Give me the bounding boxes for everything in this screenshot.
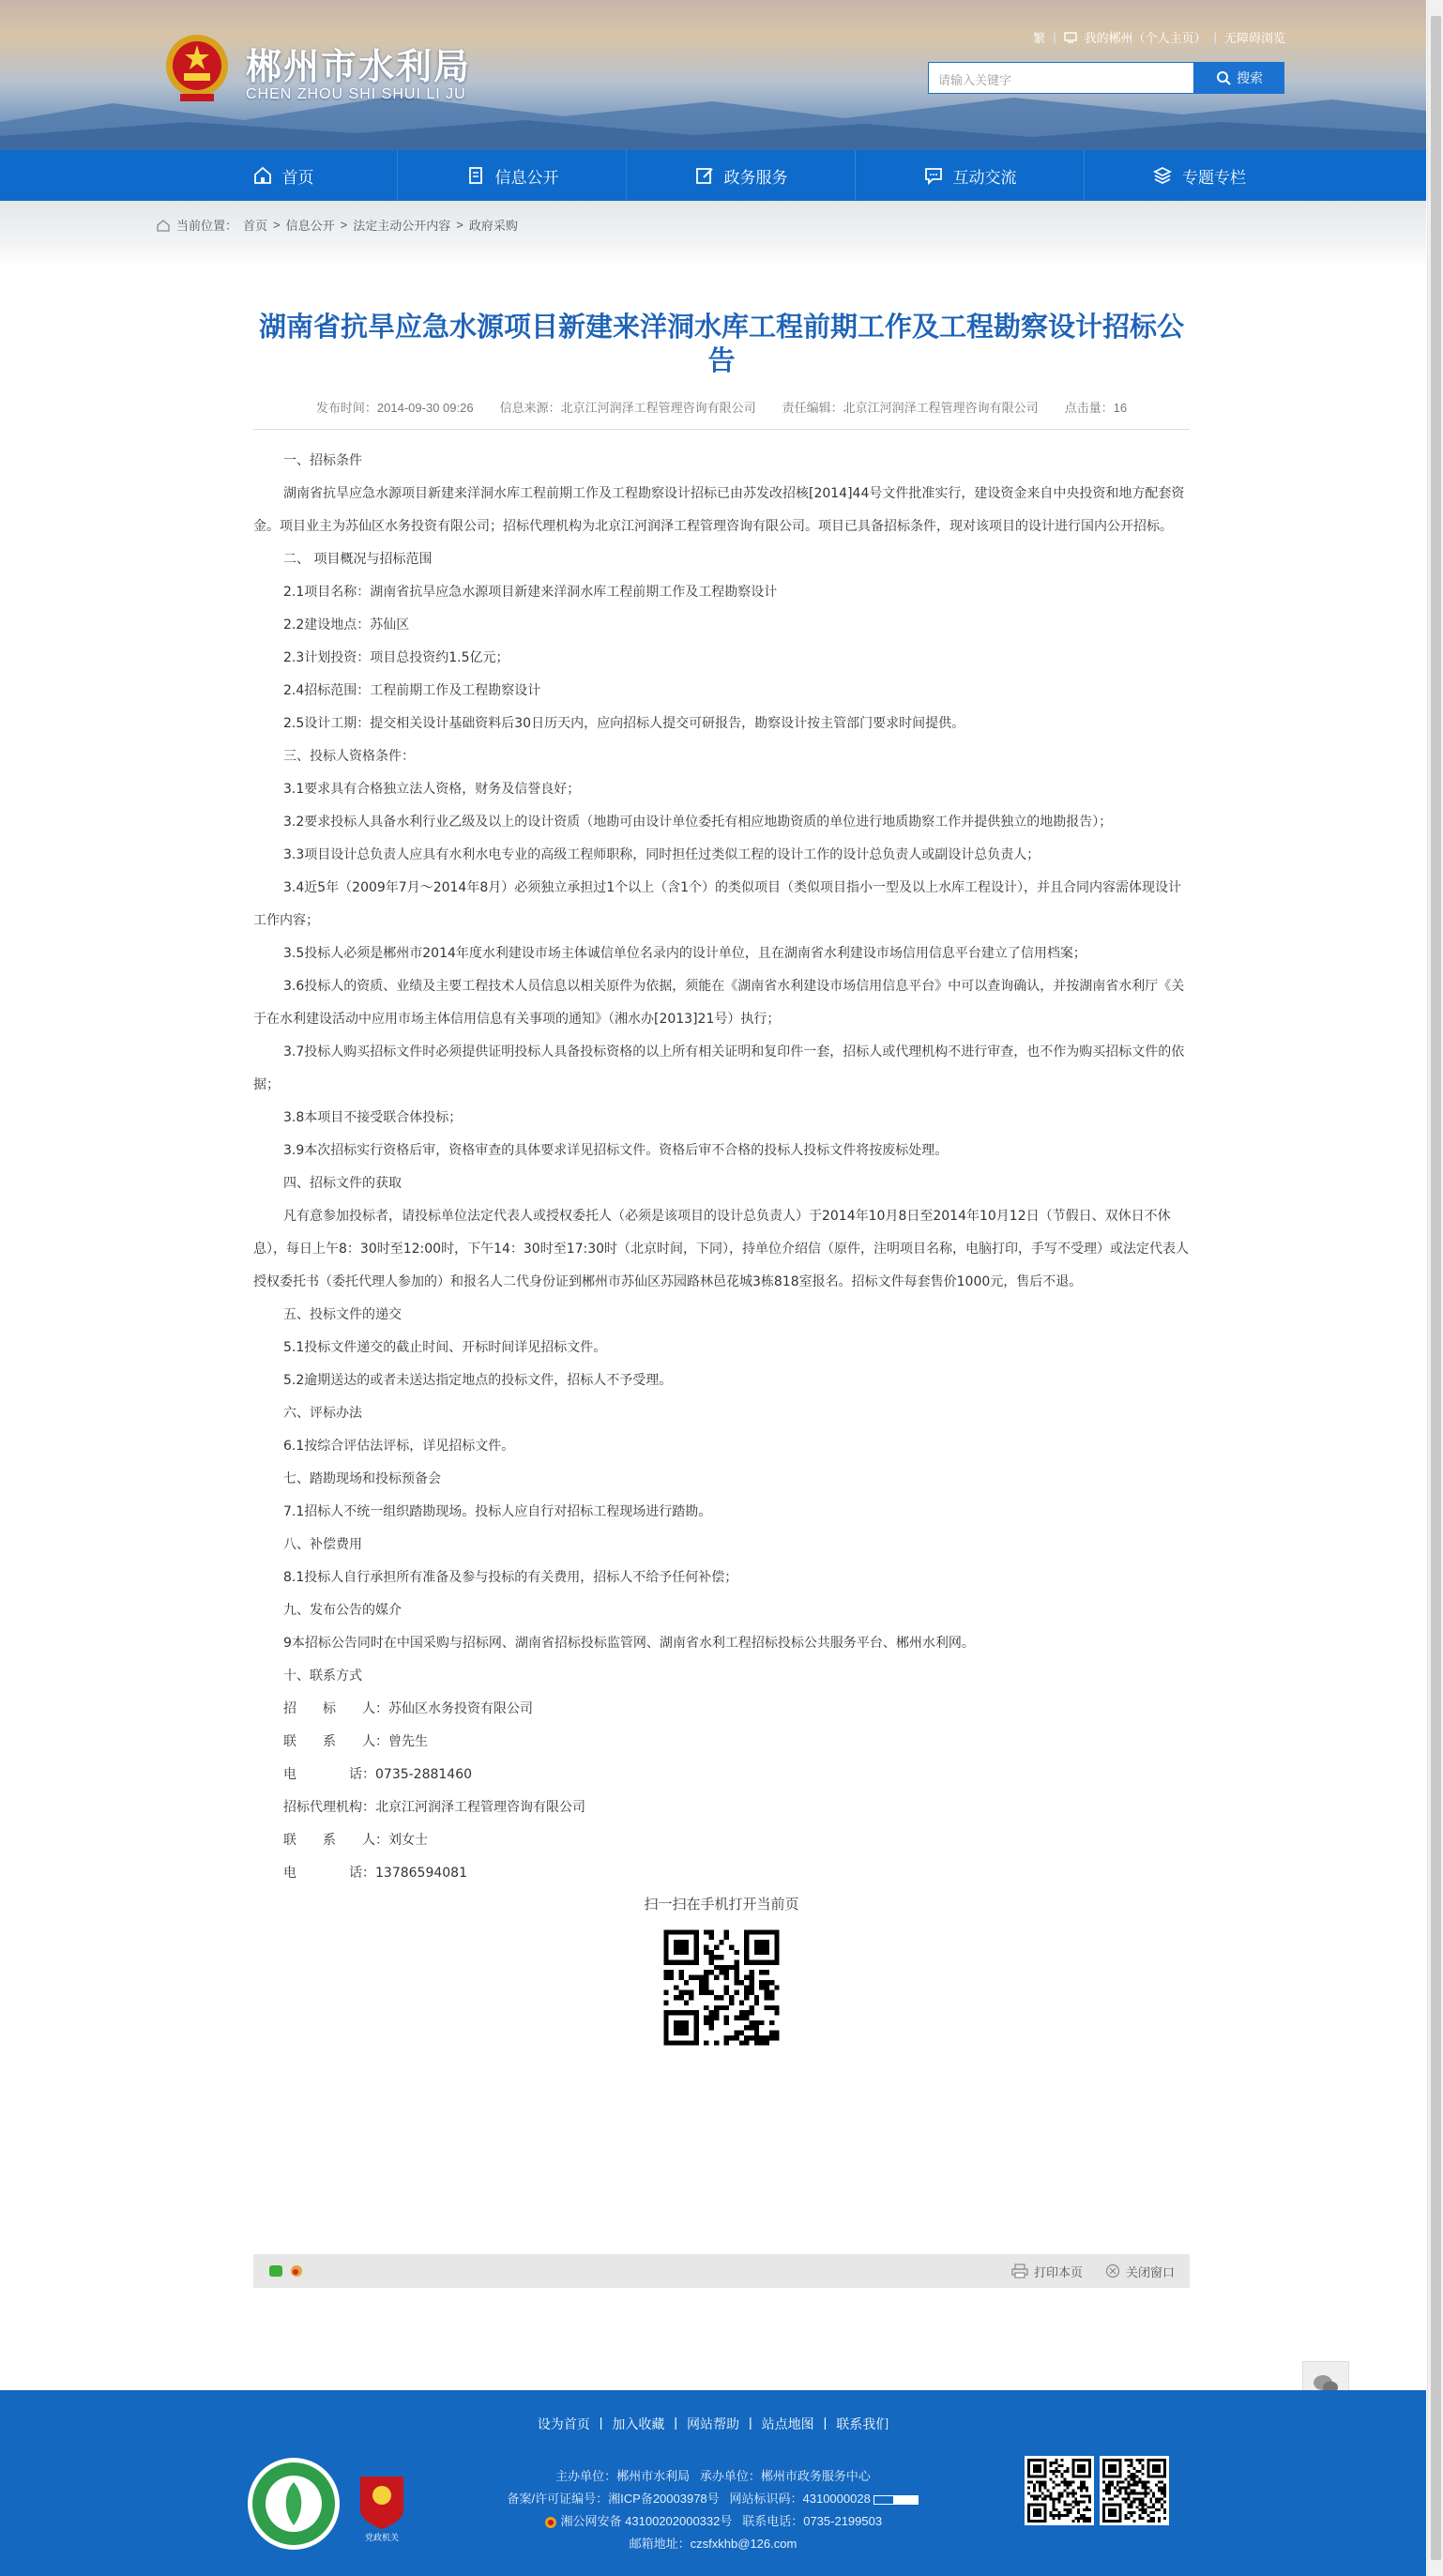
nav-special-topics-label: 专题专栏 xyxy=(1182,168,1246,187)
article-paragraph: 联 系 人：刘女士 xyxy=(283,1833,428,1848)
footer-link-help[interactable]: 网站帮助 xyxy=(687,2416,739,2431)
article-paragraph: 8.1投标人自行承担所有准备及参与投标的有关费用，招标人不给予任何补偿； xyxy=(283,1570,738,1585)
footer-link-sitemap[interactable]: 站点地图 xyxy=(761,2416,814,2431)
article-paragraph: 招标代理机构：北京江河润泽工程管理咨询有限公司 xyxy=(283,1800,585,1815)
nav-home[interactable] xyxy=(169,150,398,201)
breadcrumb-item-statutory[interactable]: 法定主动公开内容 xyxy=(353,219,451,233)
party-gov-badge-text: 党政机关 xyxy=(364,2533,399,2542)
article xyxy=(253,310,1190,2050)
nav-interaction-label: 互动交流 xyxy=(952,168,1017,187)
article-paragraph: 3.6投标人的资质、业绩及主要工程技术人员信息以相关原件为依据，须能在《湖南省水利建设市场信用信息平台》中可以查询确认，并按湖南省水利厅《关于在水利建设活动中应用市场主体信用信息有关事项的通知》（湘水办[2013]21号）执行； xyxy=(253,979,1185,1027)
close-icon xyxy=(1105,2264,1120,2279)
qr-wrap xyxy=(253,1925,1190,2050)
nav-interaction[interactable] xyxy=(856,150,1085,201)
print-label: 打印本页 xyxy=(1033,2264,1083,2279)
nav-gov-service-label: 政务服务 xyxy=(723,168,788,187)
site-header xyxy=(0,0,1426,150)
nav-gov-service[interactable] xyxy=(627,150,856,201)
nav-info-public-label: 信息公开 xyxy=(494,168,559,187)
qr-caption: 扫一扫在手机打开当前页 xyxy=(644,1897,799,1913)
article-paragraph: 六、评标办法 xyxy=(283,1406,362,1421)
monitor-icon xyxy=(1064,32,1077,43)
article-paragraph: 十、联系方式 xyxy=(283,1669,362,1684)
site-title[interactable]: 郴州市水利局 xyxy=(246,46,472,87)
search-button-label: 搜索 xyxy=(1237,70,1263,85)
printer-icon xyxy=(1011,2264,1028,2279)
close-window-button[interactable] xyxy=(1105,2263,1175,2280)
article-paragraph: 5.2逾期送达的或者未送达指定地点的投标文件，招标人不予受理。 xyxy=(283,1373,673,1388)
layers-icon xyxy=(1152,165,1173,186)
article-paragraph: 3.4近5年（2009年7月～2014年8月）必须独立承担过1个以上（含1个）的类似项目（类似项目指小一型及以上水库工程设计），并且合同内容需体现设计工作内容； xyxy=(253,880,1182,928)
article-body xyxy=(253,445,1190,1890)
article-paragraph: 电 话：0735-2881460 xyxy=(283,1767,473,1782)
chat-icon xyxy=(923,165,944,186)
print-button[interactable] xyxy=(1011,2263,1083,2280)
meta-views: 点击量：16 xyxy=(1064,401,1128,415)
footer-icp[interactable]: 湘ICP备20003978号 xyxy=(608,2492,720,2506)
article-paragraph: 七、踏勘现场和投标预备会 xyxy=(283,1471,441,1486)
footer-info xyxy=(488,2465,938,2555)
footer-qr-code-2 xyxy=(1100,2456,1169,2525)
home-icon xyxy=(252,165,273,186)
footer-qr-code-1 xyxy=(1025,2456,1094,2525)
breadcrumb-band xyxy=(0,201,1426,267)
footer-phone: 联系电话：0735-2199503 xyxy=(742,2514,883,2528)
breadcrumb-prefix: 当前位置： xyxy=(176,219,238,233)
page-qr-code xyxy=(659,1925,784,2050)
article-paragraph: 2.2建设地点：苏仙区 xyxy=(283,617,410,633)
tools-bar xyxy=(253,2254,1190,2288)
search-button[interactable] xyxy=(1194,62,1284,94)
site-pinyin: CHEN ZHOU SHI SHUI LI JU xyxy=(246,86,466,102)
article-paragraph: 一、招标条件 xyxy=(283,453,362,468)
article-paragraph: 3.9本次招标实行资格后审，资格审查的具体要求详见招标文件。资格后审不合格的投标人投标文件将按废标处理。 xyxy=(283,1143,949,1158)
article-paragraph: 四、招标文件的获取 xyxy=(283,1176,402,1191)
footer-link-favorite[interactable]: 加入收藏 xyxy=(612,2416,665,2431)
close-window-label: 关闭窗口 xyxy=(1125,2264,1175,2279)
share-icons[interactable] xyxy=(268,2264,306,2279)
article-paragraph: 三、投标人资格条件： xyxy=(283,749,415,764)
footer-link-contact[interactable]: 联系我们 xyxy=(836,2416,889,2431)
footer-undertaker: 承办单位：郴州市政务服务中心 xyxy=(699,2469,871,2483)
article-paragraph: 3.8本项目不接受联合体投标； xyxy=(283,1110,463,1125)
article-paragraph: 电 话：13786594081 xyxy=(283,1866,467,1881)
article-paragraph: 3.5投标人必须是郴州市2014年度水利建设市场主体诚信单位名录内的设计单位，且在湖南省水利建设市场信用信息平台建立了信用档案； xyxy=(283,946,1086,961)
article-title: 湖南省抗旱应急水源项目新建来洋洞水库工程前期工作及工程勘察设计招标公告 xyxy=(258,311,1184,376)
footer-site-code: 网站标识码：4310000028 xyxy=(729,2492,871,2506)
article-paragraph: 二、 项目概况与招标范围 xyxy=(283,552,433,567)
accessibility-link[interactable]: 无障碍浏览 xyxy=(1223,31,1285,45)
article-paragraph: 3.2要求投标人具备水利行业乙级及以上的设计资质（地勘可由设计单位委托有相应地勘资质的单位进行地质勘察工作并提供独立的地勘报告）； xyxy=(283,815,1113,830)
breadcrumb-item-info[interactable]: 信息公开 xyxy=(285,219,335,233)
main-nav xyxy=(0,150,1426,201)
article-paragraph: 3.3项目设计总负责人应具有水利水电专业的高级工程师职称，同时担任过类似工程的设计工作的设计总负责人或副设计总负责人； xyxy=(283,847,1040,862)
cnzz-badge-icon[interactable] xyxy=(873,2495,919,2505)
breadcrumb-item-home[interactable]: 首页 xyxy=(243,219,268,233)
footer-email: 邮箱地址：czsfxkhb@126.com xyxy=(629,2537,797,2551)
vertical-scrollbar[interactable] xyxy=(1427,0,1443,2576)
national-emblem-icon xyxy=(163,32,231,105)
top-links: 繁 | 我的郴州（个人主页） | 无障碍浏览 xyxy=(1033,30,1285,45)
article-paragraph: 湖南省抗旱应急水源项目新建来洋洞水库工程前期工作及工程勘察设计招标已由苏发改招核[2014]44号文件批准实行，建设资金来自中央投资和地方配套资金。项目业主为苏仙区水务投资有限公司；招标代理机构为北京江河润泽工程管理咨询有限公司。项目已具备招标条件，现对该项目的设计进行国内公开招标。 xyxy=(253,486,1185,534)
my-chenzhou-link[interactable]: 我的郴州（个人主页） xyxy=(1084,31,1207,45)
search-input[interactable]: 请输入关键字 xyxy=(928,62,1194,94)
nav-special-topics[interactable] xyxy=(1085,150,1314,201)
home-small-icon xyxy=(156,219,171,232)
article-paragraph: 2.3计划投资：项目总投资约1.5亿元； xyxy=(283,650,509,665)
meta-published: 发布时间：2014-09-30 09:26 xyxy=(315,401,474,415)
article-meta xyxy=(253,398,1190,430)
article-paragraph: 2.5设计工期：提交相关设计基础资料后30日历天内，应向招标人提交可研报告，勘察设计按主管部门要求时间提供。 xyxy=(283,716,965,731)
footer-host: 主办单位：郴州市水利局 xyxy=(555,2469,691,2483)
article-paragraph: 5.1投标文件递交的截止时间、开标时间详见招标文件。 xyxy=(283,1340,607,1355)
footer-icp-prefix: 备案/许可证编号： xyxy=(507,2492,609,2506)
footer-link-homepage[interactable]: 设为首页 xyxy=(537,2416,590,2431)
footer-links: 设为首页 | 加入收藏 | 网站帮助 | 站点地图 | 联系我们 xyxy=(537,2415,889,2431)
article-paragraph: 九、发布公告的媒介 xyxy=(283,1603,402,1618)
party-gov-badge-icon[interactable] xyxy=(357,2473,407,2531)
article-paragraph: 2.4招标范围：工程前期工作及工程勘察设计 xyxy=(283,683,541,698)
police-badge-icon xyxy=(544,2516,557,2529)
article-paragraph: 凡有意参加投标者，请投标单位法定代表人或授权委托人（必须是该项目的设计总负责人）于2014年10月8日至2014年10月12日（节假日、双休日不休息），每日上午8：30时至12:00时，下午14：30时至17:30时（北京时间，下同），持单位介绍信（原件，注明项目名称，电脑打印，手写不受理）或法定代表人授权委托书（委托代理人参加的）和报名人二代身份证到郴州市苏仙区苏园路林邑花城3栋818室报名。招标文件每套售价1000元，售后不退。 xyxy=(253,1209,1190,1289)
article-paragraph: 五、投标文件的递交 xyxy=(283,1307,402,1322)
traditional-chinese-link[interactable]: 繁 xyxy=(1033,31,1046,45)
meta-editor: 责任编辑：北京江河润泽工程管理咨询有限公司 xyxy=(782,401,1039,415)
article-paragraph: 八、补偿费用 xyxy=(283,1537,362,1552)
edit-icon xyxy=(694,165,715,186)
article-paragraph: 招 标 人：苏仙区水务投资有限公司 xyxy=(283,1701,533,1716)
article-paragraph: 3.1要求具有合格独立法人资格，财务及信誉良好； xyxy=(283,782,581,797)
article-paragraph: 3.7投标人购买招标文件时必须提供证明投标人具备投标资格的以上所有相关证明和复印件一套，招标人或代理机构不进行审查，也不作为购买招标文件的依据； xyxy=(253,1044,1185,1092)
article-paragraph: 2.1项目名称：湖南省抗旱应急水源项目新建来洋洞水库工程前期工作及工程勘察设计 xyxy=(283,585,778,600)
civilization-site-badge-icon[interactable] xyxy=(246,2456,342,2552)
breadcrumb-item-procurement[interactable]: 政府采购 xyxy=(468,219,518,233)
site-footer xyxy=(0,2390,1426,2576)
document-icon xyxy=(465,165,486,186)
nav-home-label: 首页 xyxy=(281,168,314,187)
breadcrumb: 当前位置： 首页 > 信息公开 > 法定主动公开内容 > 政府采购 xyxy=(156,216,518,234)
scrollbar-thumb[interactable] xyxy=(1431,16,1441,2560)
footer-police[interactable]: 湘公网安备 43100202000332号 xyxy=(560,2514,733,2528)
article-paragraph: 联 系 人：曾先生 xyxy=(283,1734,428,1749)
meta-source: 信息来源：北京江河润泽工程管理咨询有限公司 xyxy=(499,401,756,415)
nav-info-public[interactable] xyxy=(398,150,627,201)
article-paragraph: 9本招标公告同时在中国采购与招标网、湖南省招标投标监管网、湖南省水利工程招标投标公共服务平台、郴州水利网。 xyxy=(283,1636,975,1651)
article-paragraph: 6.1按综合评估法评标，详见招标文件。 xyxy=(283,1439,515,1454)
article-paragraph: 7.1招标人不统一组织踏勘现场。投标人应自行对招标工程现场进行踏勘。 xyxy=(283,1504,712,1519)
search-icon xyxy=(1216,70,1231,85)
